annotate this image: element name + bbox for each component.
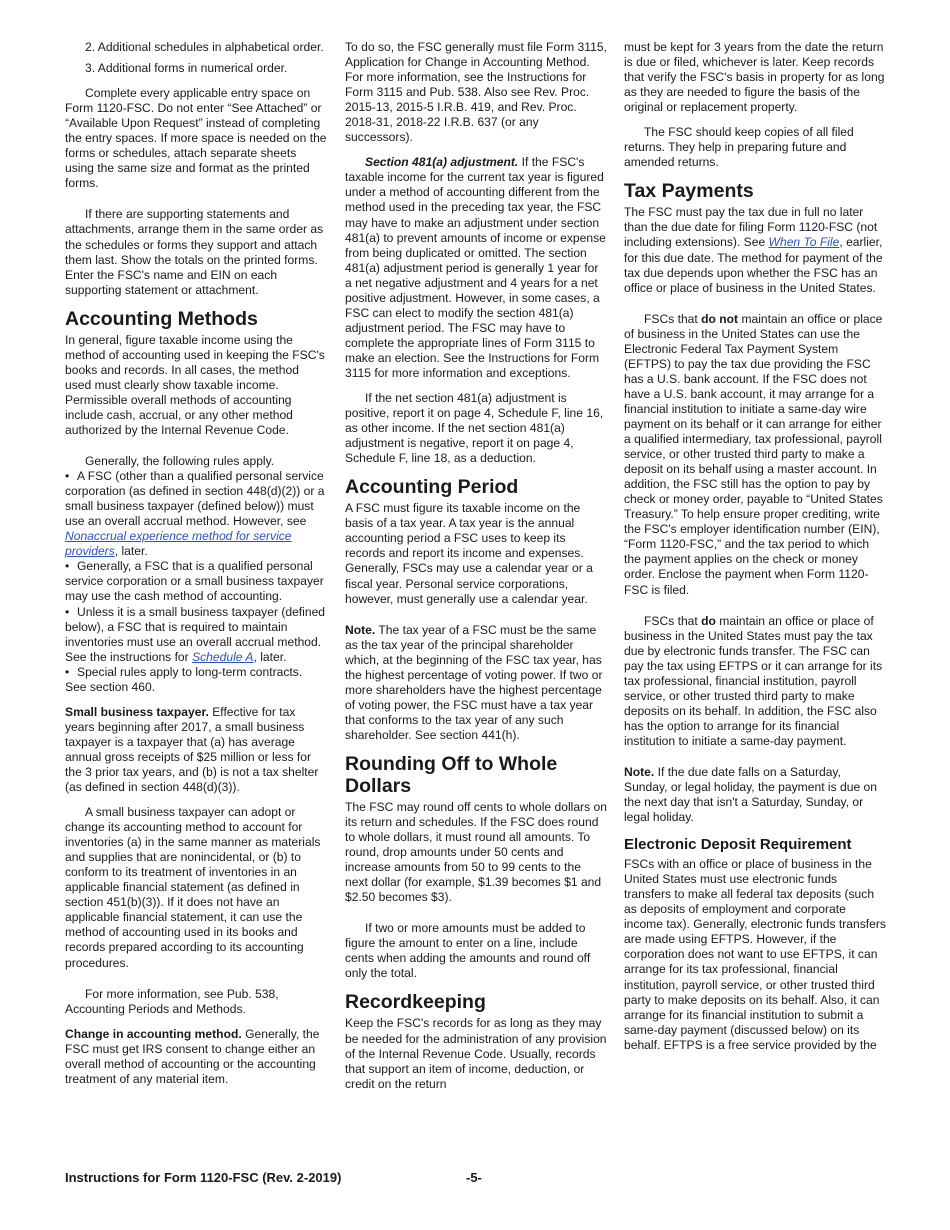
- paragraph: If two or more amounts must be added to figure the amount to enter on a line, include cents when adding the amounts and round off only the total.: [345, 921, 591, 981]
- note-label: Note.: [345, 622, 376, 637]
- column-1: [65, 40, 327, 1097]
- paragraph: [345, 155, 607, 381]
- list-item-text: , later.: [114, 544, 148, 559]
- paragraph-text: FSCs that: [644, 613, 702, 628]
- paragraph: [345, 623, 607, 743]
- page-number: -5-: [466, 1170, 482, 1185]
- paragraph: [65, 705, 327, 795]
- emphasis: do: [701, 613, 716, 628]
- paragraph-text: maintain an office or place of business in the United States must pay the tax due by electronic funds transfer. The FSC can pay the tax using EFTPS or it can arrange for its tax professional, financial institution, payroll service, or other trusted third party to make deposits on its behalf. In addition, the FSC also has the option to arrange for its financial institution to initiate a same-day payment.: [624, 613, 883, 748]
- page-footer: [65, 1170, 625, 1185]
- list-item: 3. Additional forms in numerical order.: [85, 61, 288, 76]
- paragraph: A small business taxpayer can adopt or change its accounting method to account for inventories (a) in the same manner as materials and supplies that are nonincidental, or (b) to conform to its treatment of inventories in an applicable financial statement (as defined in section 451(b)(3)). If it does not have an applicable financial statement, it can use the method of accounting used in its books and records prepared according to its accounting procedures.: [65, 805, 321, 970]
- paragraph-text: maintain an office or place of business in the United States can use the Electronic Federal Tax Payment System (EFTPS) to pay the tax due providing the FSC has a U.S. bank account. If the FSC does not have a U.S. bank account, it may arrange for a financial institution to initiate a same-day wire payment on its behalf or it can arrange for either a qualified intermediary, tax professional, payroll service, or other trusted third party to make a deposit on its behalf using a master account. In addition, the FSC still has the option to pay by check or money order, payable to “United States Treasury.” To help ensure proper crediting, write the FSC's employer identification number (EIN), “Form 1120-FSC,” and the tax period to which the payment applies on the check or money order. Enclose the payment when Form 1120-FSC is filed.: [624, 311, 883, 597]
- paragraph-text: If the due date falls on a Saturday, Sunday, or legal holiday, the payment is due on the next day that isn't a Saturday, Sunday, or legal holiday.: [624, 764, 878, 825]
- paragraph: For more information, see Pub. 538, Accounting Periods and Methods.: [65, 986, 279, 1016]
- heading-accounting-period: Accounting Period: [345, 476, 519, 499]
- list-item-text: , later.: [253, 649, 287, 664]
- column-3: [624, 40, 886, 1063]
- emphasis: do not: [701, 311, 739, 326]
- paragraph: To do so, the FSC generally must file Form 3115, Application for Change in Accounting Method. For more information, see the Instructions for Form 3115 and Pub. 538. Also see Rev. Proc. 2015-13, 2015-5 I.R.B. 419, and Rev. Proc. 2018-31, 2018-22 I.R.B. 637 (or any successors).: [345, 40, 607, 145]
- paragraph: If the net section 481(a) adjustment is positive, report it on page 4, Schedule F, line 16, as other income. If the net section 481(a) adjustment is negative, report it on page 4, Schedule F, line 18, as a deduction.: [345, 391, 604, 466]
- paragraph-text: , earlier, for this due date. The method for payment of the tax due depends upon whether the FSC has an office or place of business in the United States.: [624, 235, 883, 295]
- paragraph: Complete every applicable entry space on Form 1120-FSC. Do not enter “See Attached” or “Available Upon Request” instead of completing the entry spaces. If more space is needed on the forms or schedules, attach separate sheets using the same size and format as the printed forms.: [65, 86, 327, 191]
- heading-accounting-methods: Accounting Methods: [65, 307, 258, 330]
- list-item: [65, 605, 327, 665]
- list-item-text: Unless it is a small business taxpayer (defined below), a FSC that is required to maintain inventories must use an overall accrual method. See the instructions for: [65, 604, 326, 664]
- paragraph: The FSC may round off cents to whole dollars on its return and schedules. If the FSC does round to whole dollars, it must round all amounts. To round, drop amounts under 50 cents and increase amounts from 50 to 99 cents to the next dollar (for example, $1.39 becomes $1 and $2.50 becomes $3).: [345, 799, 607, 905]
- bullet-icon: •: [65, 469, 70, 484]
- paragraph: [624, 765, 886, 825]
- paragraph-text: If the FSC's taxable income for the current tax year is figured under a method of accounting different from the method used in the preceding tax year, the FSC may have to make an adjustment under section 481(a) to prevent amounts of income or expense from being duplicated or omitted. The section 481(a) adjustment period is generally 1 year for a net negative adjustment and 4 years for a net positive adjustment. However, in some cases, a FSC can elect to modify the section 481(a) adjustment period. The FSC may have to complete the appropriate lines of Form 3115 to make an election. See the Instructions for Form 3115 for more information and exceptions.: [345, 155, 606, 380]
- column-2: [345, 40, 607, 1102]
- heading-recordkeeping: Recordkeeping: [345, 991, 486, 1014]
- paragraph: [624, 312, 886, 598]
- paragraph: In general, figure taxable income using the method of accounting used in keeping the FSC's books and records. In all cases, the method used must clearly show taxable income. Permissible overall methods of accounting include cash, accrual, or any other method authorized by the Internal Revenue Code.: [65, 332, 325, 437]
- list-item-text: Generally, a FSC that is a qualified personal service corporation or a small business taxpayer may use the cash method of accounting.: [65, 559, 324, 604]
- paragraph: Keep the FSC's records for as long as they may be needed for the administration of any provision of the Internal Revenue Code. Usually, records that support an item of income, deduction, or credit on the return: [345, 1016, 607, 1091]
- list-item: [65, 469, 327, 559]
- paragraph: [624, 205, 886, 295]
- heading-tax-payments: Tax Payments: [624, 180, 754, 203]
- heading-electronic-deposit: Electronic Deposit Requirement: [624, 836, 852, 854]
- list-item: [65, 665, 327, 695]
- bullet-icon: •: [65, 604, 70, 619]
- link-nonaccrual-experience[interactable]: Nonaccrual experience method for service providers: [65, 529, 292, 559]
- paragraph: Generally, the following rules apply.: [85, 454, 275, 469]
- paragraph-text: FSCs that: [644, 311, 702, 326]
- list-item: 2. Additional schedules in alphabetical order.: [85, 40, 324, 54]
- paragraph-text: The tax year of a FSC must be the same as the tax year of the principal shareholder which, at the beginning of the FSC tax year, has the highest percentage of voting power. If two or more shareholders have the highest percentage of voting power, the FSC must have a tax year that conforms to the tax year of any such shareholder. See section 441(h).: [345, 622, 603, 742]
- paragraph-text: The FSC must pay the tax due in full no later than the due date for filing Form 1120-FSC (not including extensions). See: [624, 205, 878, 250]
- list-item-text: Special rules apply to long-term contracts. See section 460.: [65, 664, 303, 694]
- paragraph: must be kept for 3 years from the date the return is due or filed, whichever is later. Keep records that verify the FSC's basis in property for as long as they are needed to figure the basis of the original or replacement property.: [624, 40, 885, 115]
- paragraph: FSCs with an office or place of business in the United States must use electronic funds transfers to make all federal tax deposits (such as deposits of employment and corporate income tax). Generally, electronic funds transfers are made using EFTPS. However, if the corporation does not want to use EFTPS, it can arrange for its tax professional, financial institution, payroll service, or other trusted third party to make deposits on its behalf. Also, it can arrange for its financial institution to submit a same-day payment (discussed below) on its behalf. EFTPS is a free service provided by the: [624, 857, 886, 1052]
- footer-title: Instructions for Form 1120-FSC (Rev. 2-2019): [65, 1170, 342, 1185]
- link-when-to-file[interactable]: When To File: [768, 235, 840, 250]
- paragraph: If there are supporting statements and attachments, arrange them in the same order as the schedules or forms they support and attach them last. Show the totals on the printed forms. Enter the FSC's name and EIN on each supporting statement or attachment.: [65, 207, 324, 297]
- list-item-text: A FSC (other than a qualified personal service corporation (as defined in section 448(d)(2)) or a small business taxpayer (defined below)) must use an overall accrual method. However, see: [65, 469, 325, 529]
- list-item: [65, 559, 327, 604]
- link-schedule-a[interactable]: Schedule A: [192, 649, 254, 664]
- bullet-list: [65, 469, 327, 695]
- run-in-heading: Small business taxpayer.: [65, 704, 209, 719]
- paragraph-text: Effective for tax years beginning after 2017, a small business taxpayer is a taxpayer that (a) has average annual gross receipts of $25 million or less for the 3 prior tax years, and (b) is not a tax shelter (as defined in section 448(d)(3)).: [65, 704, 319, 795]
- paragraph: The FSC should keep copies of all filed returns. They help in preparing future and amended returns.: [624, 125, 854, 170]
- bullet-icon: •: [65, 559, 70, 574]
- run-in-heading: Section 481(a) adjustment.: [365, 155, 519, 170]
- paragraph: A FSC must figure its taxable income on the basis of a tax year. A tax year is the annual accounting period a FSC uses to keep its records and report its income and expenses. Generally, FSCs may use a calendar year or a fiscal year. Personal service corporations, however, must generally use a calendar year.: [345, 501, 593, 606]
- paragraph-text: Generally, the FSC must get IRS consent to change either an overall method of accounting or the accounting treatment of any material item.: [65, 1026, 320, 1086]
- heading-rounding: Rounding Off to Whole Dollars: [345, 752, 558, 797]
- note-label: Note.: [624, 764, 655, 779]
- paragraph: [624, 614, 886, 749]
- bullet-icon: •: [65, 664, 70, 679]
- run-in-heading: Change in accounting method.: [65, 1026, 242, 1041]
- paragraph: [65, 1027, 327, 1087]
